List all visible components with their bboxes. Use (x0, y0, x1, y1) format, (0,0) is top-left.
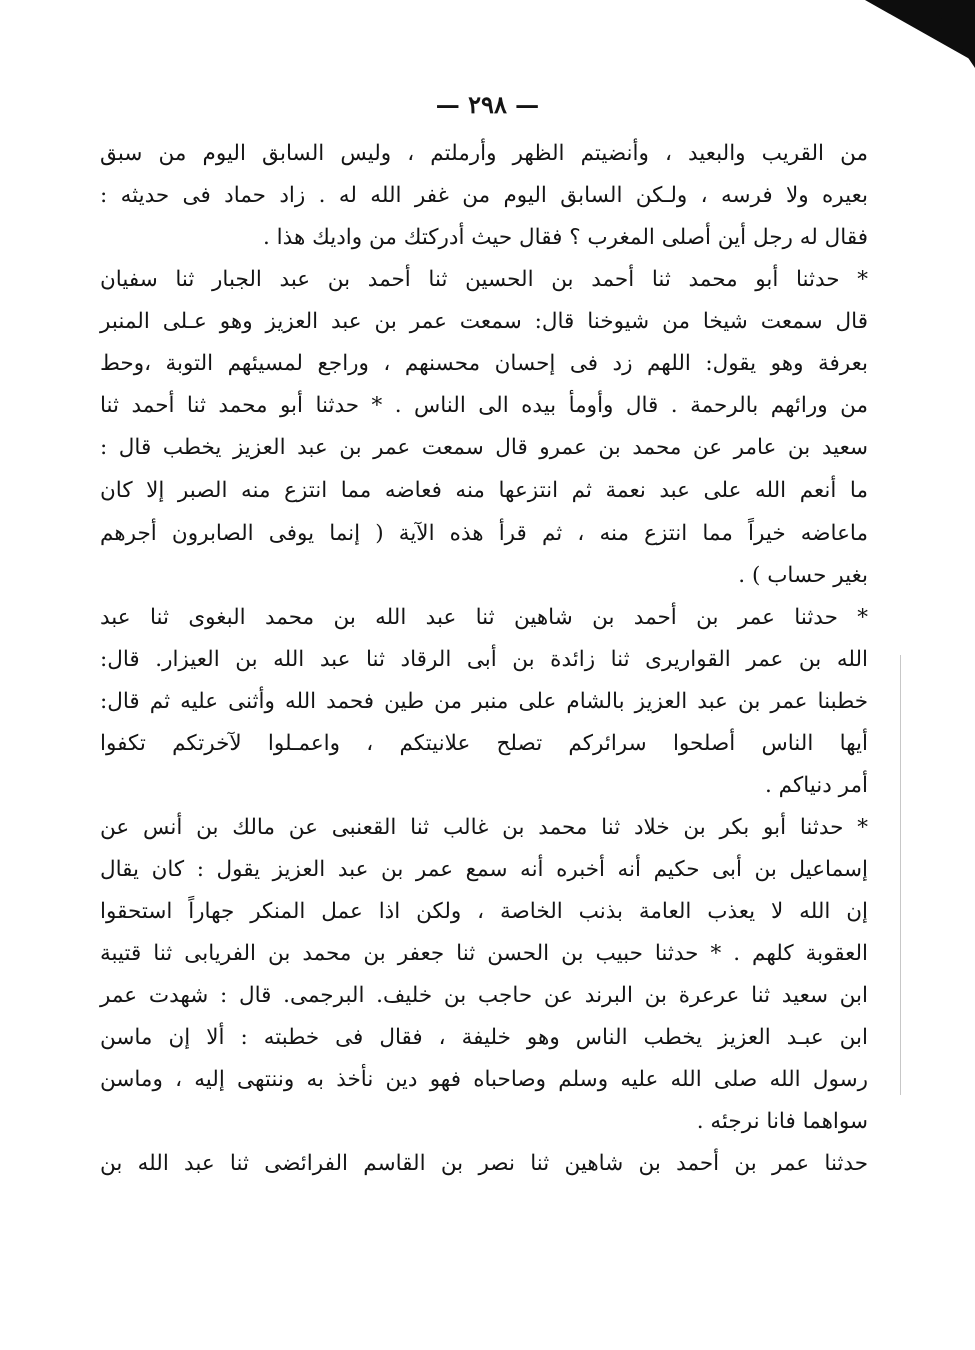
text-line: إسماعيل بن أبى حكيم أنه أخبره أنه سمع عمر بن عبد العزيز يقول : كان يقال (100, 857, 868, 882)
text-line: بعرفة وهو يقول: اللهم زد فى إحسان محسنهم ، وراجع لمسيئهم التوبة ،وحط (100, 351, 868, 376)
page-corner-mark-edge (929, 0, 975, 68)
text-line: ماعاضه خيراً مما انتزع منه ، ثم قرأ هذه الآية ( إنما يوفى الصابرون أجرهم (100, 521, 868, 546)
text-line: ابن عبـد العزيز يخطب الناس وهو خليفة ، فقال فى خطبته : ألا إن ماسن (100, 1025, 868, 1050)
text-line: من ورائهم بالرحمة . قال وأومأ بيده الى الناس . * حدثنا أبو محمد ثنا أحمد ثنا (100, 393, 868, 418)
text-line: فقال له رجل أين أصلى المغرب ؟ فقال حيث أدركتك من واديك هذا . (263, 225, 868, 250)
text-line: ابن سعيد ثنا عرعرة بن البرند عن حاجب بن خليف. البرجمى. قال : شهدت عمر (100, 983, 868, 1008)
page-number: — ٢٩٨ — (435, 90, 540, 119)
text-line: خطبنا عمر بن عبد العزيز بالشام على منبر من طين فحمد الله وأثنى عليه ثم قال: (100, 689, 869, 714)
text-line: أيها الناس أصلحوا سرائركم تصلح علانيتكم ، واعمـلوا لآخرتكم تكفوا (100, 731, 868, 756)
text-line: بغير حساب ) . (738, 563, 868, 588)
text-line: من القريب والبعيد ، وأنضيتم الظهر وأرملتم ، وليس السابق اليوم من سبق (100, 141, 868, 166)
text-line: ما أنعم الله على عبد نعمة ثم انتزعها منه فعاضه مما انتزع منه الصبر إلا كان (100, 478, 868, 503)
text-line: حدثنا عمر بن أحمد بن شاهين ثنا نصر بن القاسم الفرائضى ثنا عبد الله بن (100, 1151, 868, 1176)
text-line: بعيره ولا فرسه ، ولـكن السابق اليوم من غفر الله له . زاد حماد فى حديثه : (100, 183, 868, 208)
text-line: رسول الله صلى الله عليه وسلم وصاحباه فهو دين نأخذ به وننتهى إليه ، وماسن (100, 1067, 868, 1092)
text-line: إن الله لا يعذب العامة بذنب الخاصة ، ولكن اذا عمل المنكر جهاراً استحقوا (100, 899, 868, 924)
margin-rule (900, 655, 901, 1095)
text-line: * حدثنا أبو محمد ثنا أحمد بن الحسين ثنا أحمد بن عبد الجبار ثنا سفيان (100, 267, 868, 292)
text-line: العقوبة كلهم . * حدثنا حبيب بن الحسن ثنا جعفر بن محمد بن الفريابى ثنا قتيبة (100, 941, 868, 966)
text-line: * حدثنا عمر بن أحمد بن شاهين ثنا عبد الله بن محمد البغوى ثنا عبد (100, 605, 868, 630)
text-line: سواهما فانا نرجئه . (696, 1109, 868, 1134)
text-line: الله بن عمر القواريرى ثنا زائدة بن أبى الرقاد ثنا عبد الله بن العيزار. قال: (100, 647, 868, 672)
text-line: قال سمعت شيخا من شيوخنا قال: سمعت عمر بن عبد العزيز وهو عـلى المنبر (100, 309, 868, 334)
text-line: أمر دنياكم . (765, 773, 868, 798)
text-line: سعيد بن عامر عن محمد بن عمرو قال سمعت عمر بن عبد العزيز يخطب قال : (100, 435, 868, 460)
text-line: * حدثنا أبو بكر بن خلاد ثنا محمد بن غالب ثنا القعنبى عن مالك بن أنس عن (100, 815, 868, 840)
